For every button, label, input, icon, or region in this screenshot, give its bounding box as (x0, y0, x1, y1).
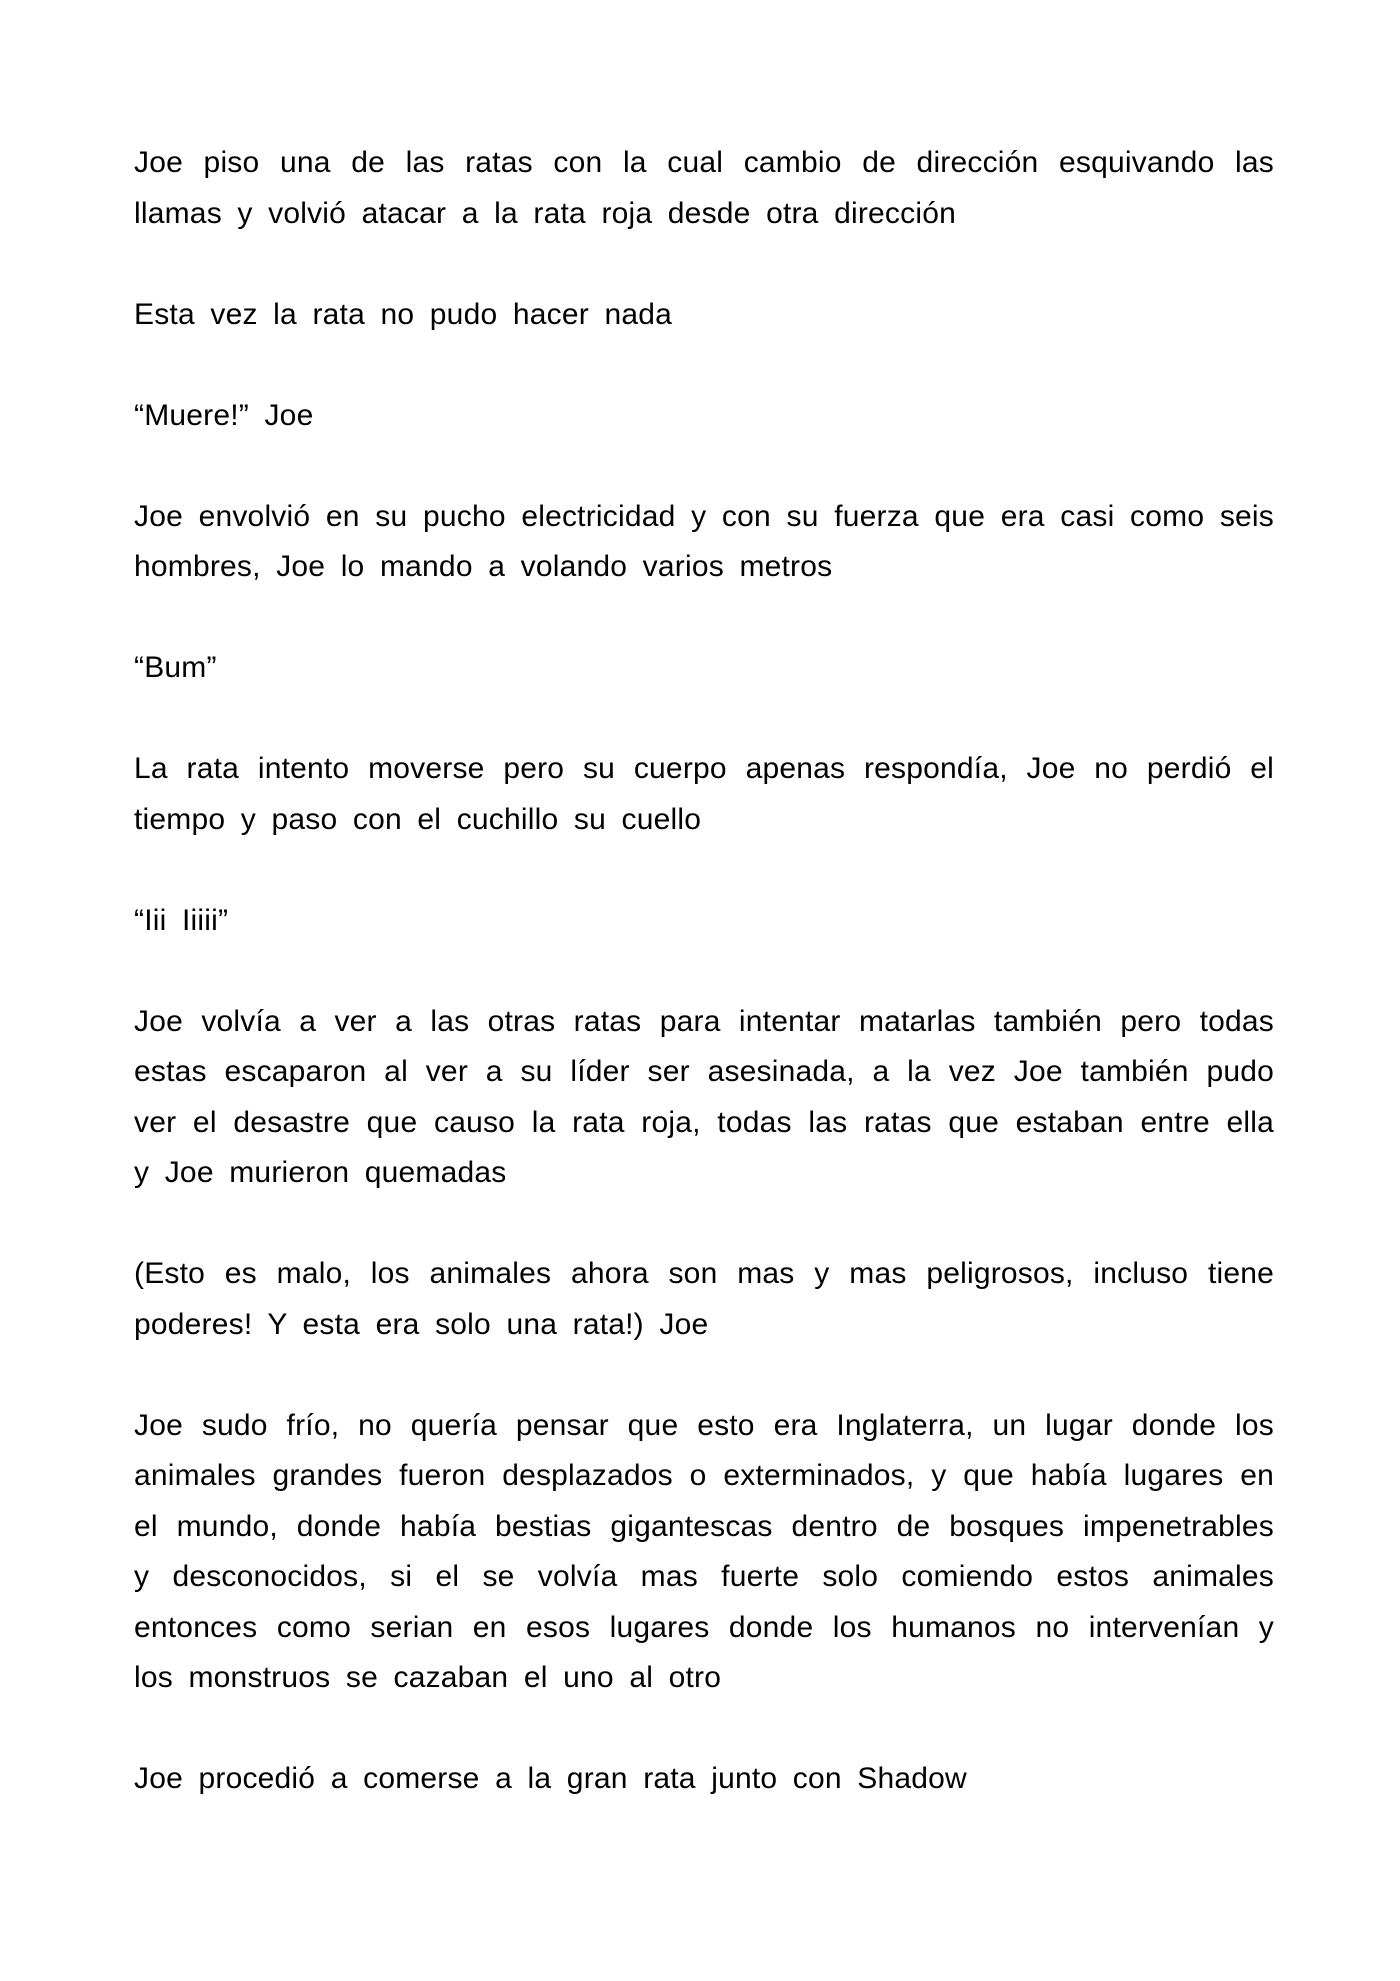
paragraph-9-thought: (Esto es malo, los animales ahora son mas y mas peligrosos, incluso tiene poderes! Y esta era solo una rata!) Joe (134, 1257, 1274, 1341)
paragraph-3-dialogue: “Muere!” Joe (134, 398, 314, 432)
paragraph-4: Joe envolvió en su pucho electricidad y con su fuerza que era casi como seis hombres, Joe lo mando a volando varios metros (134, 499, 1274, 583)
paragraph-11: Joe procedió a comerse a la gran rata junto con Shadow (134, 1762, 967, 1795)
paragraph-2: Esta vez la rata no pudo hacer nada (134, 297, 672, 331)
paragraph-8: Joe volvía a ver a las otras ratas para intentar matarlas también pero todas estas escaparon al ver a su líder ser asesinada, a la vez Joe también pudo ver el desastre que causo la rata roja, todas las ratas que estaban entre ella y Joe murieron quemadas (134, 1004, 1274, 1189)
paragraph-1: Joe piso una de las ratas con la cual cambio de dirección esquivando las llamas y volvió atacar a la rata roja desde otra dirección (134, 146, 1274, 230)
paragraph-10: Joe sudo frío, no quería pensar que esto era Inglaterra, un lugar donde los animales grandes fueron desplazados o exterminados, y que había lugares en el mundo, donde había bestias gigantescas dentro de bosques impenetrables y desconocidos, si el se volvía mas fuerte solo comiendo estos animales entonces como serian en esos lugares donde los humanos no intervenían y los monstruos se cazaban el uno al otro (134, 1408, 1274, 1694)
document-body (134, 138, 1274, 1855)
paragraph-7-sound: “Iii Iiiii” (134, 903, 229, 937)
paragraph-6: La rata intento moverse pero su cuerpo apenas respondía, Joe no perdió el tiempo y paso con el cuchillo su cuello (134, 752, 1274, 836)
paragraph-5-sound: “Bum” (134, 651, 217, 684)
